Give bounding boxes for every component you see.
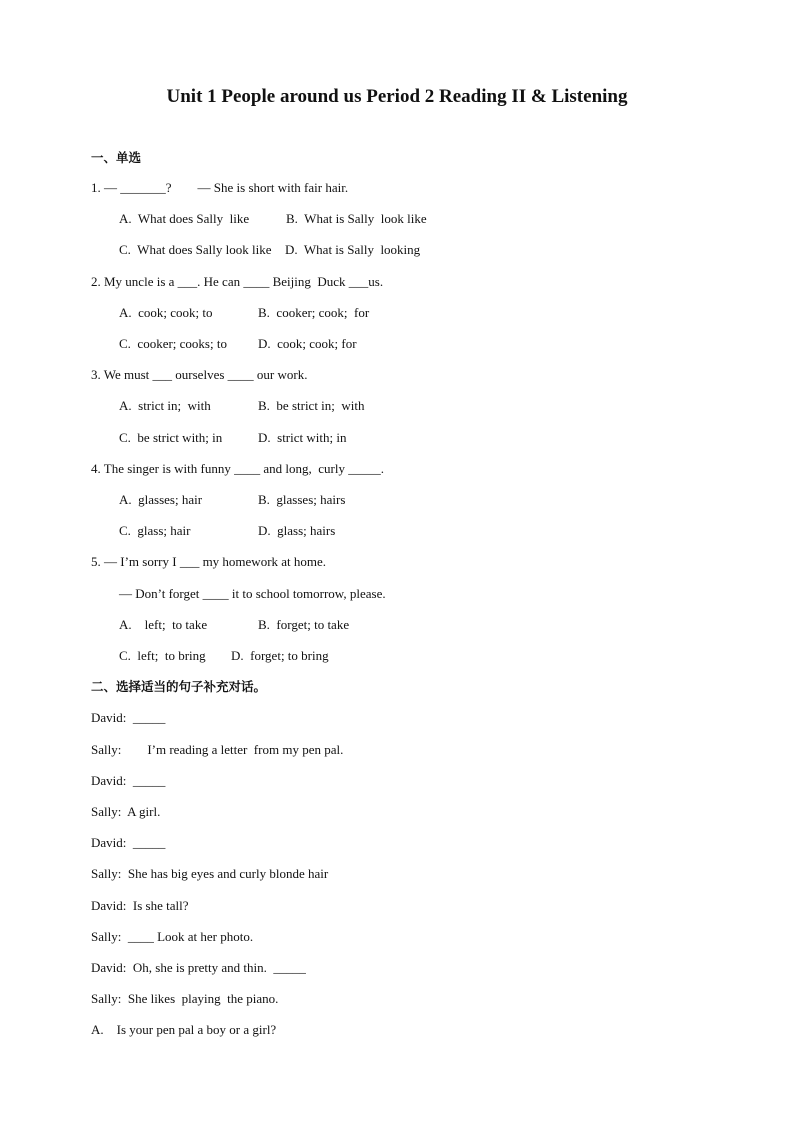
dialogue-line: David: _____	[91, 835, 166, 850]
question-2-option-a: A. cook; cook; to	[119, 305, 213, 320]
question-2-stem: 2. My uncle is a ___. He can ____ Beijing Duck ___us.	[91, 274, 384, 289]
dialogue-line: David: _____	[91, 710, 166, 725]
question-4-option-d: D. glass; hairs	[258, 523, 336, 538]
question-4-option-c: C. glass; hair	[119, 523, 191, 538]
question-1-option-a: A. What does Sally like	[119, 211, 250, 226]
dialogue-line: David: Is she tall?	[91, 898, 189, 913]
dialogue-line: Sally: I’m reading a letter from my pen pal.	[91, 742, 344, 757]
dialogue-line: Sally: ____ Look at her photo.	[91, 929, 254, 944]
section-heading-dialogue: 二、选择适当的句子补充对话。	[91, 679, 267, 694]
dialogue-line: Sally: She likes playing the piano.	[91, 991, 279, 1006]
question-3-option-b: B. be strict in; with	[258, 398, 365, 413]
question-1-option-c: C. What does Sally look like	[119, 242, 272, 257]
question-4-option-a: A. glasses; hair	[119, 492, 203, 507]
dialogue-line: Sally: A girl.	[91, 804, 161, 819]
question-4-stem: 4. The singer is with funny ____ and long, curly _____.	[91, 461, 384, 476]
question-5-stem-reply: — Don’t forget ____ it to school tomorrow, please.	[119, 586, 386, 601]
dialogue-line: David: _____	[91, 773, 166, 788]
question-3-option-c: C. be strict with; in	[119, 430, 223, 445]
question-1-option-b: B. What is Sally look like	[286, 211, 427, 226]
dialogue-line: David: Oh, she is pretty and thin. _____	[91, 960, 306, 975]
answer-choice-a: A. Is your pen pal a boy or a girl?	[91, 1022, 277, 1037]
page-title: Unit 1 People around us Period 2 Reading II & Listening	[166, 86, 628, 107]
question-5-option-b: B. forget; to take	[258, 617, 350, 632]
question-1-option-d: D. What is Sally looking	[285, 242, 421, 257]
question-5-stem: 5. — I’m sorry I ___ my homework at home.	[91, 554, 327, 569]
question-2-option-b: B. cooker; cook; for	[258, 305, 370, 320]
question-2-option-c: C. cooker; cooks; to	[119, 336, 227, 351]
dialogue-line: Sally: She has big eyes and curly blonde hair	[91, 866, 329, 881]
section-heading-single-choice: 一、单选	[91, 150, 142, 165]
question-4-option-b: B. glasses; hairs	[258, 492, 346, 507]
question-5-option-d: D. forget; to bring	[231, 648, 329, 663]
question-5-option-c: C. left; to bring	[119, 648, 206, 663]
question-2-option-d: D. cook; cook; for	[258, 336, 357, 351]
question-3-stem: 3. We must ___ ourselves ____ our work.	[91, 367, 308, 382]
question-5-option-a: A. left; to take	[119, 617, 208, 632]
question-1-stem: 1. — _______? — She is short with fair hair.	[91, 180, 349, 195]
question-3-option-d: D. strict with; in	[258, 430, 347, 445]
question-3-option-a: A. strict in; with	[119, 398, 211, 413]
